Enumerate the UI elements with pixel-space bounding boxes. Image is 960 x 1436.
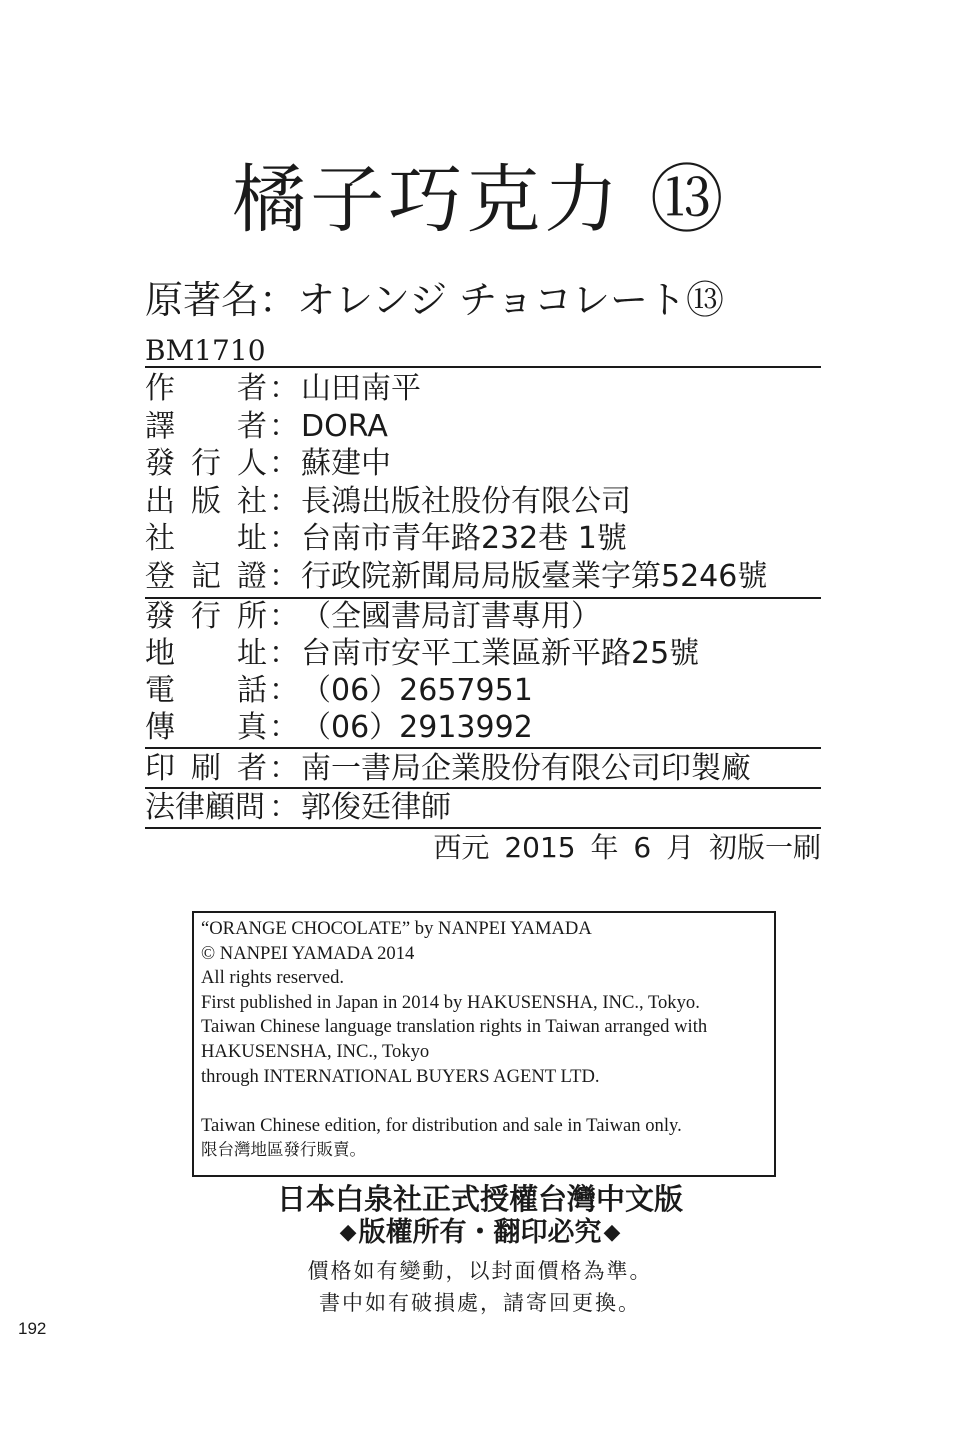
copyright-line: through INTERNATIONAL BUYERS AGENT LTD. <box>201 1065 600 1087</box>
credit-colon: ： <box>269 483 299 519</box>
credit-colon: ： <box>269 599 299 634</box>
divider <box>145 747 821 749</box>
credit-label-char: 發 <box>145 599 175 634</box>
credit-label-char: 電 <box>145 673 175 708</box>
credit-value: （06）2657951 <box>301 673 533 708</box>
credit-colon: ： <box>269 673 299 708</box>
credit-label-char: 址 <box>237 521 267 556</box>
credit-label-char: 印 <box>145 751 175 786</box>
credit-value: （06）2913992 <box>301 710 533 745</box>
credit-label-char: 法律顧問 <box>145 790 265 825</box>
credit-label-char: 證 <box>237 558 267 594</box>
credit-colon: ： <box>269 371 299 406</box>
original-title: 原著名：オレンジ チョコレート⑬ <box>145 278 725 322</box>
price-notice: 價格如有變動，以封面價格為準。 <box>307 1259 653 1283</box>
copyright-box <box>192 911 776 1177</box>
book-code: BM1710 <box>145 334 266 367</box>
credit-label-char: 社 <box>145 521 175 556</box>
credit-value: 行政院新聞局局版臺業字第5246號 <box>301 558 768 594</box>
rights-reserved <box>0 1215 960 1251</box>
credit-label-char: 登 <box>145 558 175 594</box>
credit-label-char: 版 <box>191 483 221 519</box>
credit-label-char: 者 <box>237 371 267 406</box>
divider <box>145 366 821 368</box>
damage-notice: 書中如有破損處，請寄回更換。 <box>319 1291 641 1315</box>
credit-value: 南一書局企業股份有限公司印製廠 <box>301 751 751 786</box>
copyright-line: “ORANGE CHOCOLATE” by NANPEI YAMADA <box>201 918 592 939</box>
credit-label-char: 社 <box>237 483 267 519</box>
credit-colon: ： <box>269 636 299 671</box>
credit-colon: ： <box>269 710 299 745</box>
credit-label-char: 行 <box>191 599 221 634</box>
divider <box>145 827 821 829</box>
copyright-line: Taiwan Chinese language translation rights in Taiwan arranged with <box>201 1016 708 1038</box>
credit-colon: ： <box>269 790 299 825</box>
credit-label-char: 話 <box>237 673 267 708</box>
credit-colon: ： <box>269 408 299 444</box>
copyright-line: HAKUSENSHA, INC., Tokyo <box>201 1041 430 1062</box>
diamond-icon: ◆ <box>339 1220 357 1245</box>
credit-value: 郭俊廷律師 <box>301 790 451 825</box>
credit-label-char: 作 <box>145 371 175 406</box>
copyright-line: Taiwan Chinese edition, for distribution and sale in Taiwan only. <box>201 1114 682 1136</box>
copyright-line: © NANPEI YAMADA 2014 <box>201 942 415 964</box>
authorized-edition: 日本白泉社正式授權台灣中文版 <box>276 1182 683 1216</box>
diamond-icon: ◆ <box>603 1220 621 1245</box>
credit-label-char: 出 <box>145 483 175 519</box>
credit-label-char: 發 <box>145 446 175 481</box>
credit-label-char: 者 <box>237 408 267 444</box>
credit-label-char: 所 <box>237 599 267 634</box>
credit-label-char: 記 <box>191 558 221 594</box>
credit-label-char: 傳 <box>145 710 175 745</box>
credit-value: 山田南平 <box>301 371 421 406</box>
credit-label-char: 人 <box>237 446 267 481</box>
copyright-line: First published in Japan in 2014 by HAKUSENSHA, INC., Tokyo. <box>201 991 700 1013</box>
credit-label-char: 刷 <box>191 751 221 786</box>
credit-label-char: 譯 <box>145 408 175 444</box>
credit-value: DORA <box>301 408 388 444</box>
credit-colon: ： <box>269 558 299 594</box>
credit-colon: ： <box>269 446 299 481</box>
credit-label-char: 真 <box>237 710 267 745</box>
publish-date: 西元 2015 年 6 月 初版一刷 <box>433 831 821 864</box>
credit-value: 蘇建中 <box>301 446 391 481</box>
credit-value: （全國書局訂書專用） <box>301 599 601 634</box>
copyright-line: All rights reserved. <box>201 967 345 989</box>
credit-label-char: 者 <box>237 751 267 786</box>
credit-value: 台南市安平工業區新平路25號 <box>301 636 700 671</box>
credit-colon: ： <box>269 751 299 786</box>
copyright-line: 限台灣地區發行販賣。 <box>201 1140 366 1160</box>
credit-colon: ： <box>269 521 299 556</box>
credit-label-char: 址 <box>237 636 267 671</box>
rights-text: 版權所有・翻印必究 <box>358 1217 602 1248</box>
credit-label-char: 行 <box>191 446 221 481</box>
credit-value: 長鴻出版社股份有限公司 <box>301 483 631 519</box>
credit-value: 台南市青年路232巷 1號 <box>301 521 627 556</box>
book-title: 橘子巧克力 ⑬ <box>232 157 728 243</box>
credit-label-char: 地 <box>145 636 175 671</box>
page-number: 192 <box>18 1319 47 1338</box>
